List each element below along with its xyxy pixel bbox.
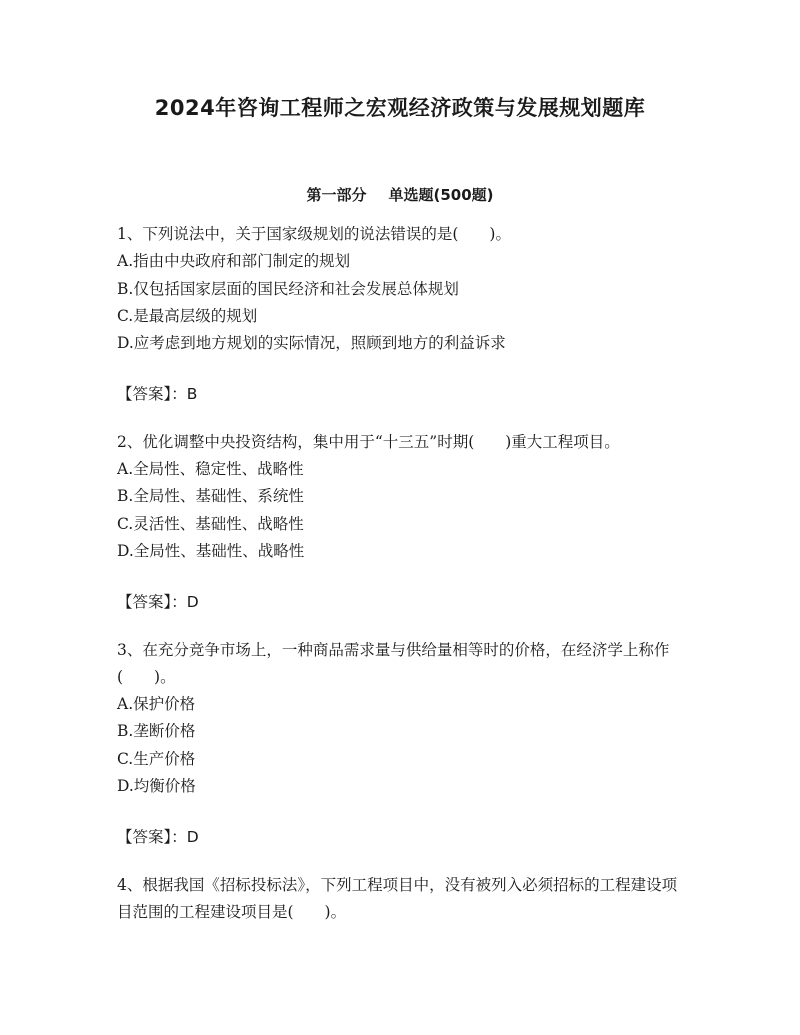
section-heading bbox=[0, 182, 800, 208]
option-a: A.指由中央政府和部门制定的规划 bbox=[117, 252, 351, 271]
answer-value: D bbox=[186, 593, 199, 612]
answer-value: D bbox=[186, 828, 199, 847]
option-a: A.保护价格 bbox=[117, 695, 196, 714]
question-3 bbox=[117, 637, 687, 852]
answer-line bbox=[117, 824, 687, 851]
answer-label: 【答案】： bbox=[117, 593, 187, 612]
option-b: B.全局性、基础性、系统性 bbox=[117, 487, 304, 506]
question-text: 2、优化调整中央投资结构，集中用于“十三五”时期( )重大工程项目。 bbox=[117, 432, 620, 451]
question-list bbox=[117, 221, 687, 926]
option-d: D.均衡价格 bbox=[117, 777, 196, 796]
question-text: 4、根据我国《招标投标法》，下列工程项目中，没有被列入必须招标的工程建设项目范围的工程建设项目是( )。 bbox=[117, 875, 678, 921]
section-part: 第一部分 bbox=[306, 186, 367, 204]
answer-line bbox=[117, 589, 687, 616]
question-text: 1、下列说法中，关于国家级规划的说法错误的是( )。 bbox=[117, 225, 511, 243]
question-4 bbox=[117, 872, 687, 927]
option-b: B.垄断价格 bbox=[117, 722, 196, 741]
question-1 bbox=[117, 221, 687, 409]
option-c: C.生产价格 bbox=[117, 749, 196, 768]
document-title: 2024年咨询工程师之宏观经济政策与发展规划题库 bbox=[154, 96, 646, 120]
option-b: B.仅包括国家层面的国民经济和社会发展总体规划 bbox=[117, 279, 459, 298]
option-a: A.全局性、稳定性、战略性 bbox=[117, 460, 304, 479]
option-d: D.全局性、基础性、战略性 bbox=[117, 541, 305, 560]
option-c: C.是最高层级的规划 bbox=[117, 306, 258, 325]
section-name: 单选题(500题) bbox=[388, 186, 494, 204]
question-text: 3、在充分竞争市场上，一种商品需求量与供给量相等时的价格，在经济学上称作( )。 bbox=[117, 640, 670, 686]
answer-value: B bbox=[186, 385, 198, 404]
question-2 bbox=[117, 429, 687, 617]
answer-label: 【答案】： bbox=[117, 385, 187, 404]
option-d: D.应考虑到地方规划的实际情况，照顾到地方的利益诉求 bbox=[117, 334, 506, 353]
option-c: C.灵活性、基础性、战略性 bbox=[117, 514, 304, 533]
answer-line bbox=[117, 381, 687, 408]
answer-label: 【答案】： bbox=[117, 828, 187, 847]
